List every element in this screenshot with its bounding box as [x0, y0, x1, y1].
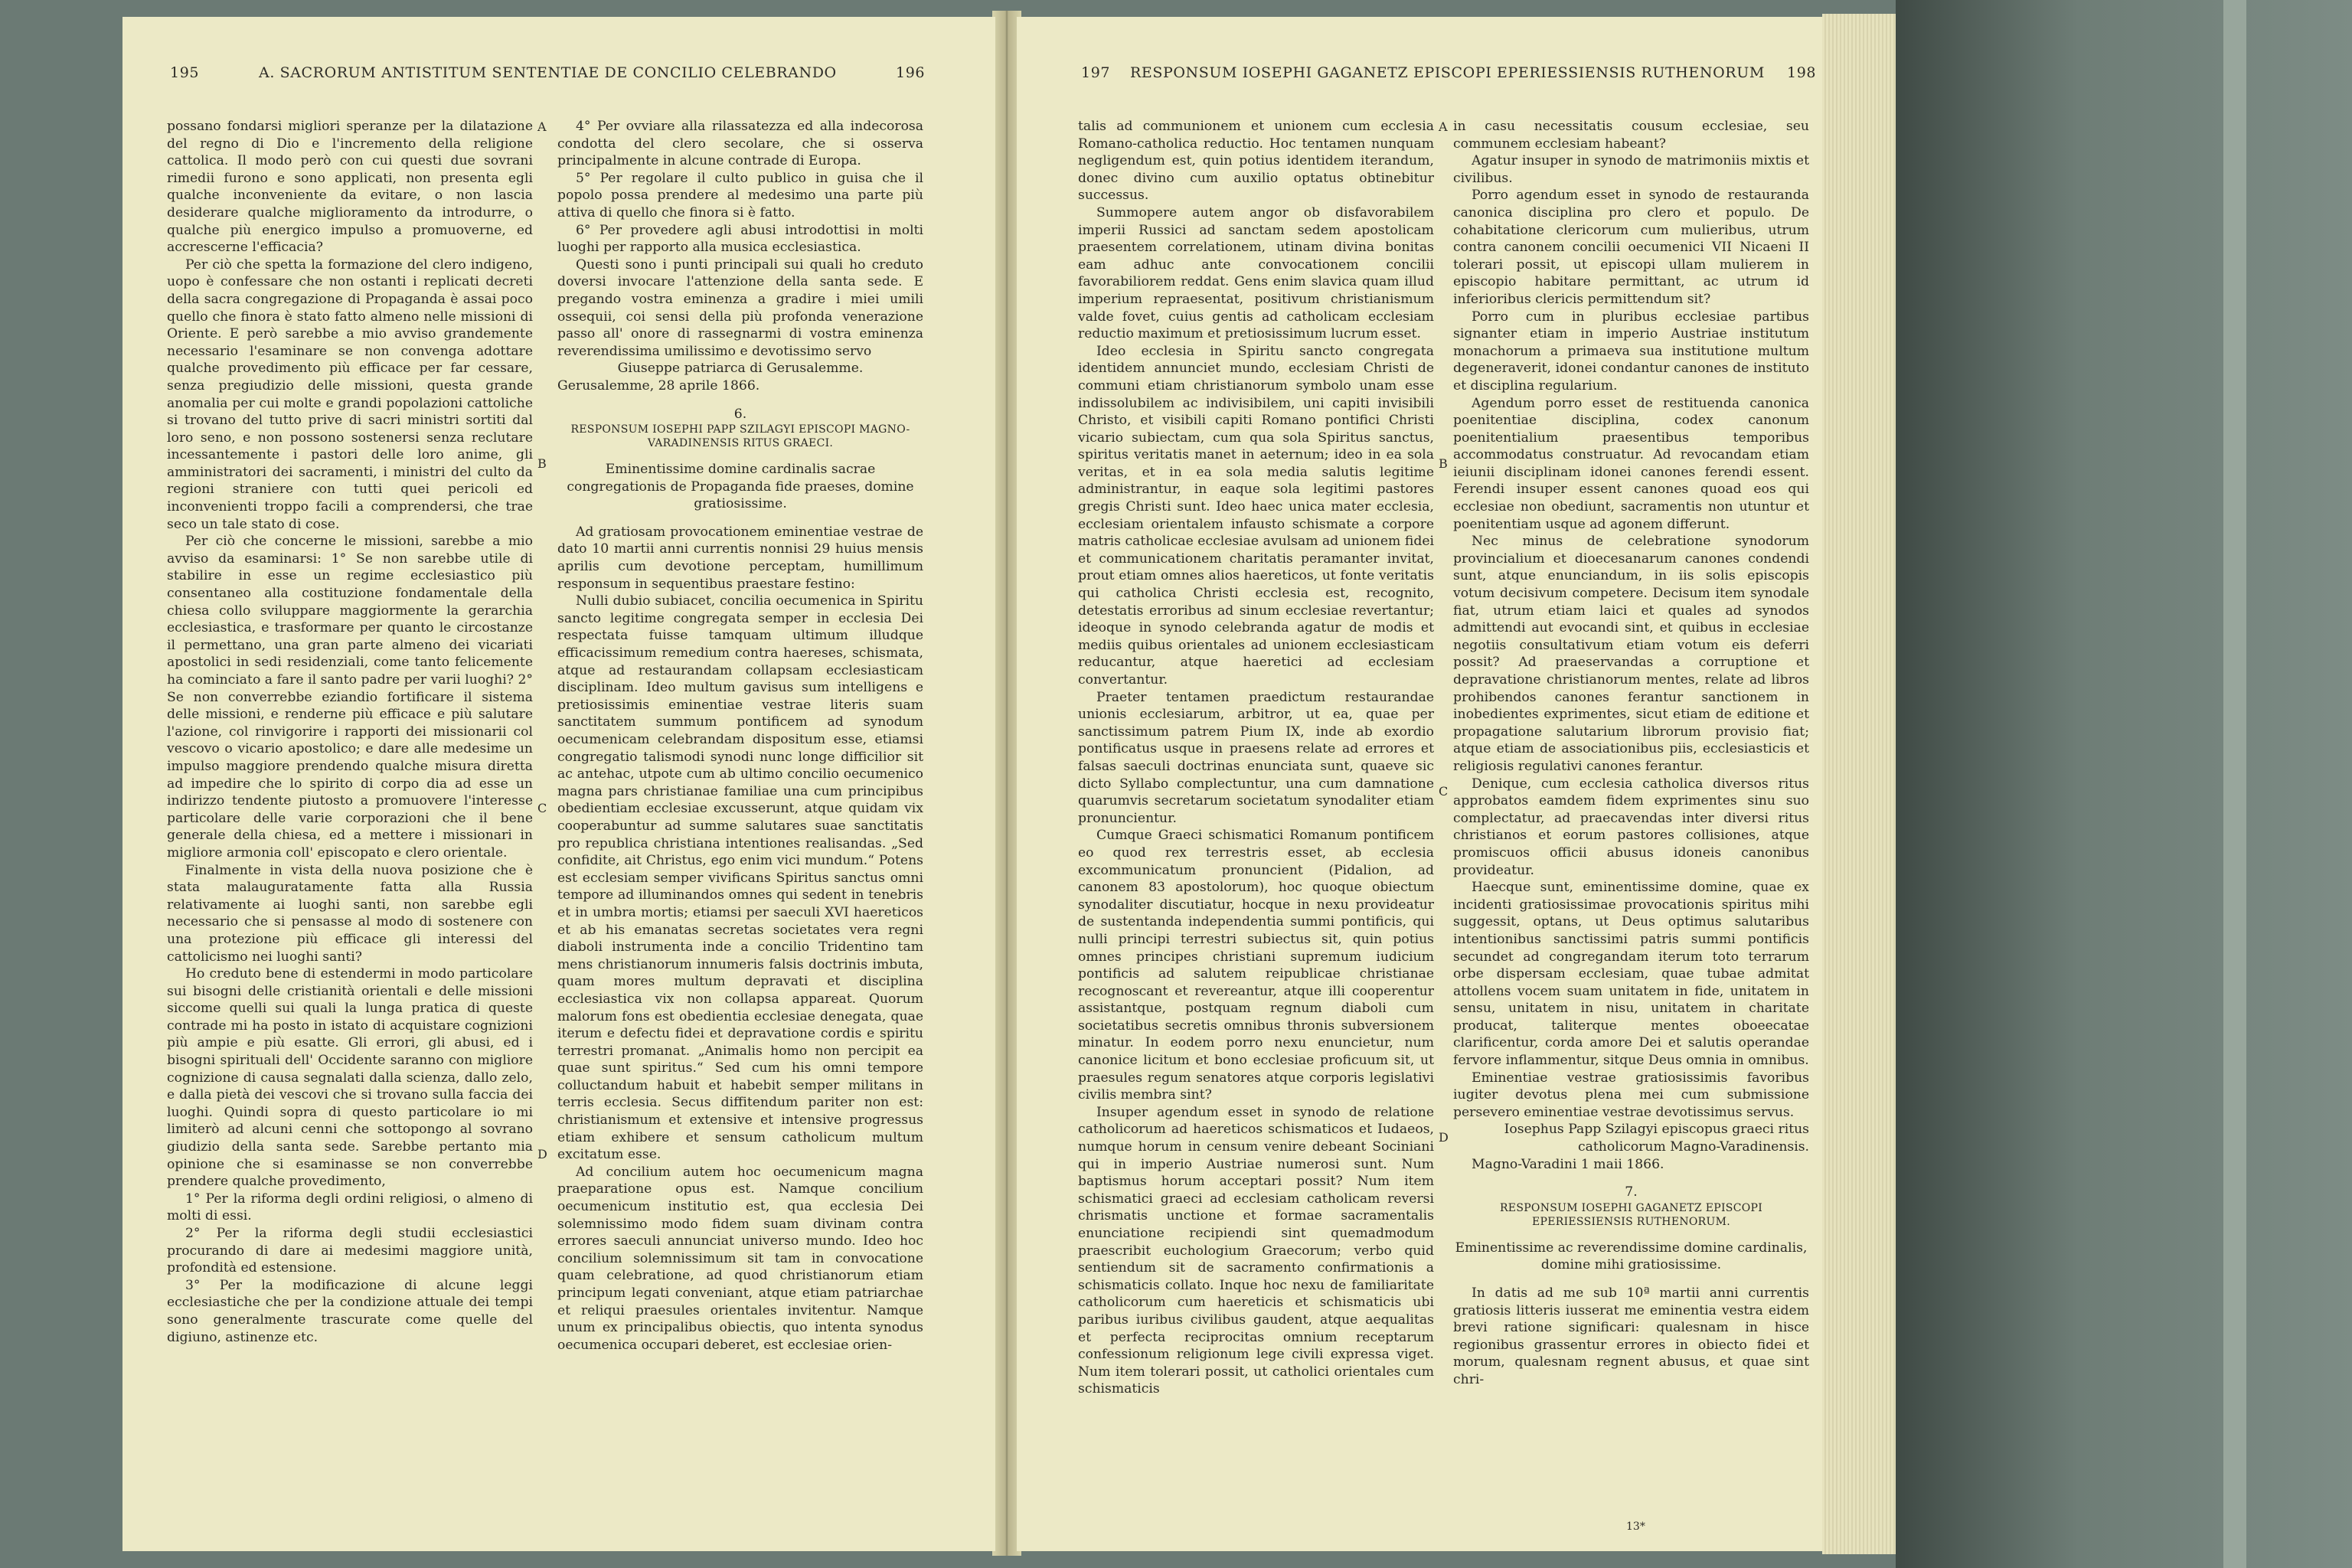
paragraph: Praeter tentamen praedictum restaurandae unionis ecclesiarum, arbitror, ut ea, quae per sanctissimum patrem Pium IX, inde ab exordio pontificatus usque in praesens relate ad errores et falsas saeculi doctrinas enunciata sunt, quaeve sic dicto Syllabo complectuntur, una cum damnatione quarumvis secretarum societatum synodaliter etiam pronuncientur. [1078, 689, 1434, 826]
paragraph: Ad gratiosam provocationem eminentiae vestrae de dato 10 martii anni currentis nonnisi 29 huius mensis aprilis cum devotione perceptam, humillimum responsum in sequentibus praestare festino: [557, 524, 923, 592]
cover-band [2223, 0, 2246, 1568]
page-number: 198 [1787, 64, 1817, 81]
paragraph: In datis ad me sub 10ª martii anni currentis gratiosis litteris iusserat me eminentia vestra eidem brevi ratione significari: qualesnam in hisce regionibus grassentur errores in obiecto fidei et morum, qualesnam regnent abusus, et quae sint chri- [1453, 1285, 1809, 1387]
paragraph: Porro cum in pluribus ecclesiae partibus signanter etiam in imperio Austriae institutum monachorum a primaeva sua institutione multum degeneraverit, idonei condantur canones de instituto et disciplina regularium. [1453, 309, 1809, 394]
book-cover [1896, 0, 2352, 1568]
paragraph: 1° Per la riforma degli ordini religiosi, o almeno di molti di essi. [167, 1191, 533, 1224]
margin-mark-a: A [1439, 119, 1448, 134]
page-edges [1822, 14, 1896, 1554]
margin-mark-a: A [537, 119, 547, 134]
section-heading: RESPONSUM IOSEPHI PAPP SZILAGYI EPISCOPI MAGNO-VARADINENSIS RITUS GRAECI. [570, 423, 910, 450]
paragraph: Haecque sunt, eminentissime domine, quae ex incidenti gratiosissimae provocationis spiritus mihi suggessit, optans, ut Deus optimus salutaribus intentionibus sanctissimi patris summi pontificis secundet ad congregandam iterum toto terrarum orbe dispersam ecclesiam, quae tubae admitat attollens vocem suam unitatem in fide, unitatem in sensu, unitatem in nisu, unitatem in charitate producat, taliterque mentes oboeecatae clarificentur, corda amore Dei et salutis operandae fervore inflammentur, sitque Deus omnia in omnibus. [1453, 880, 1809, 1069]
text-column-left [1078, 118, 1434, 1398]
page-number: 195 [170, 64, 200, 81]
margin-mark-b: B [537, 456, 547, 471]
section-number: 6. [733, 406, 747, 422]
left-page [122, 17, 995, 1551]
paragraph: Insuper agendum esset in synodo de relatione catholicorum ad haereticos schismaticos et Iudaeos, numque horum in censum venire debeant Sociniani qui in imperio Austriae numerosi sunt. Num baptismus horum acceptari possit? Num item schismatici graeci ad ecclesiam catholicam reversi chrismatis unctione et formae sacramentalis enunciatione recipiendi sint quemadmodum praescribit euchologium Graecorum; verbo quid sentiendum sit de sacramento confirmationis a schismaticis collato. Inque hoc nexu de familiaritate catholicorum cum haereticis et schismaticis ubi paribus iuribus civilibus gaudent, atque aequalitas et perfecta reciprocitas omnium receptarum confessionum religionum lege civili expressa viget. Num item tolerari possit, ut catholici orientales cum schismaticis [1078, 1104, 1434, 1397]
paragraph: Eminentiae vestrae gratiosissimis favoribus iugiter devotus plena mei cum submissione persevero eminentiae vestrae devotissimus servus. [1453, 1070, 1809, 1120]
paragraph: 5° Per regolare il culto publico in guisa che il popolo possa prendere al medesimo una parte più attiva di quello che finora si è fatto. [557, 170, 923, 220]
paragraph: Per ciò che concerne le missioni, sarebbe a mio avviso da esaminarsi: 1° Se non sarebbe utile di stabilire in esse un regime ecclesiastico più consentaneo alla costituzione fondamentale della chiesa collo sviluppare maggiormente la gerarchia ecclesiastica, e trasformare per quanto le circostanze il permettano, una gran parte almeno dei vicariati apostolici in sedi residenziali, come tanto felicemente ha cominciato a fare il santo padre per varii luoghi? 2° Se non converrebbe eziandio fortificare il sistema delle missioni, e renderne più efficace e più salutare l'azione, col rinvigorire i rapporti dei missionarii col vescovo o vicario apostolico; e dare alle medesime un impulso maggiore prendendo qualche misura diretta ad impedire che lo spirito di corpo dia ad esse un indirizzo tendente piutosto a promuovere l'interesse particolare delle varie corporazioni che il bene generale della chiesa, ed a mettere i missionari in migliore armonia coll' episcopato e clero orientale. [167, 534, 533, 861]
paragraph: possano fondarsi migliori speranze per la dilatazione del regno di Dio e l'incremento della religione cattolica. Il modo però con cui questi due sovrani rimedii furono e sono applicati, non presenta egli qualche inconveniente da evitare, o non lascia desiderare qualche miglioramento da introdurre, o qualche più energico impulso a promuoverne, ed accrescerne l'efficacia? [167, 119, 533, 256]
paragraph: Cumque Graeci schismatici Romanum pontificem eo quod rex terrestris esset, ab ecclesia excommunicatum pronuncient (Pidalion, ad canonem 83 apostolorum), hoc quoque obiectum synodaliter discutiatur, hocque in nexu provideatur de sustentanda independentia summi pontificis, qui nulli principi terrestri subiectus sit, quin potius omnes principes christiani supremum iudicium pontificis ad salutem reipublicae christianae recognoscant et revereantur, atque illi cooperentur assistantque, postquam regnum diaboli cum societatibus secretis omnibus thronis subversionem minatur. In eodem porro nexu enuncietur, num canonice licitum et bono ecclesiae proficuum sit, ut praesules regum senatores atque corporis legislativi civilis membra sint? [1078, 828, 1434, 1103]
date-line: Magno-Varadini 1 maii 1866. [1472, 1156, 1664, 1172]
paragraph: 4° Per ovviare alla rilassatezza ed alla indecorosa condotta del clero secolare, che si osserva principalmente in alcune contrade di Europa. [557, 119, 923, 169]
paragraph: Denique, cum ecclesia catholica diversos ritus approbatos eamdem fidem exprimentes sinu suo complectatur, ad praecavendas inter diversi ritus christianos et eorum pastores collisiones, atque promiscuos officii abusus idoneis canonibus providеatur. [1453, 776, 1809, 878]
page-number: 196 [896, 64, 926, 81]
signature: Giuseppe patriarca di Gerusalemme. [617, 361, 864, 377]
paragraph: Summopere autem angor ob disfavorabilem imperii Russici ad sanctam sedem apostolicam praesentem correlationem, utinam divina bonitas eam adhuc ante convocationem concilii favorabiliorem reddat. Gens enim slavica quam illud imperium repraesentat, positivum christianismum valde fovet, cuius gentis ad catholicam ecclesiam reductio maximum et pretiosissimum lucrum esset. [1078, 204, 1434, 342]
paragraph: Agendum porro esset de restituenda canonica poenitentiae disciplina, codex canonum poenitentialium praesentibus temporibus accommodatus construatur. Ad revocandam etiam ieiunii disciplinam idonei canones ferendi essent. Ferendi insuper essent canones quoad eos qui ecclesiae non obediunt, sacramentis non utuntur et poenitentiam usque ad agonem differunt. [1453, 395, 1809, 532]
signature: Iosephus Papp Szilagyi episcopus graeci ritus catholicorum Magno-Varadinensis. [1504, 1122, 1809, 1155]
paragraph: Nec minus de celebratione synodorum provincialium et dioecesanarum canones condendi sunt, atque enunciandum, in iis solis episcopis votum decisivum competere. Decisum item synodale fiat, utrum etiam laici et quales ad synodos admittendi aut evocandi sint, et quibus in ecclesiae negotiis consultativum etiam votum eis deferri possit? Ad praeservandas a corruptione et depravatione christianorum mentes, relate ad libros prohibendos canones ferantur sanctionem in inobedientes exprimentes, sicut etiam de editione et propagatione salutarium librorum provisio fiat; atque etiam de associationibus piis, ecclesiasticis et religiosis regulativi canones ferantur. [1453, 534, 1809, 774]
right-page [1017, 17, 1822, 1551]
text-column-left [167, 118, 533, 1346]
section-number: 7. [1625, 1184, 1638, 1200]
salutation: Eminentissime ac reverendissime domine cardinalis, domine mihi gratiosissime. [1455, 1240, 1808, 1273]
paragraph: Porro agendum esset in synodo de restauranda canonica disciplina pro clero et populo. De cohabitatione clericorum cum mulieribus, utrum contra canonem concilii oecumenici VII Nicaeni II tolerari possit, ut episcopi ullam mulierem in episcopio habitare permittant, ac utrum id inferioribus clericis permittendum sit? [1453, 188, 1809, 307]
paragraph: Per ciò che spetta la formazione del clero indigeno, uopo è confessare che non ostanti i replicati decreti della sacra congregazione di Propaganda è assai poco quello che finora è stato fatto almeno nelle missioni di Oriente. E però sarebbe a mio avviso grandemente necessario l'esaminare se non convenga adottare qualche provedimento più efficace per far cessare, senza pregiudizio delle missioni, questa grande anomalia per cui molte e grandi popolazioni cattoliche si trovano del tutto prive di sacri ministri sortiti dal loro seno, e non possono sostenersi senza reclutare incessantemente i pastori delle loro anime, gli amministratori dei sacramenti, i ministri del culto da regioni straniere con tutti quei pericoli ed inconvenienti troppo facili a comprendersi, che trae seco un tale stato di cose. [167, 256, 533, 532]
margin-mark-d: D [537, 1147, 547, 1161]
paragraph: in casu necessitatis cousum ecclesiae, seu communem ecclesiam habeant? [1453, 119, 1809, 152]
text-column-right [1453, 118, 1809, 1389]
paragraph: Questi sono i punti principali sui quali ho creduto doversi invocare l'attenzione della santa sede. E pregando vostra eminenza a gradire i miei umili ossequii, coi sensi della più profonda venerazione passo all' onore di rassegnarmi di vostra eminenza reverendissima umilissimo e devotissimo servo [557, 256, 923, 359]
paragraph: Nulli dubio subiacet, concilia oecumenica in Spiritu sancto legitime congregata semper in ecclesia Dei respectata fuisse tamquam ultimum illudque efficacissimum remedium contra haereses, schismata, atque ad restaurandam collapsam ecclesiasticam disciplinam. Ideo multum gavisus sum intelligens e pretiosissimis eminentiae vestrae literis suam sanctitatem summum pontificem ad synodum oecumenicam celebrandam dispositum esse, etiamsi congregatio talismodi synodi nunc longe difficilior sit ac antehac, utpote cum ab ultimo concilio oecumenico magna pars christianae familiae una cum principibus obedientiam ecclesiae excusserunt, atque quidam vix cooperabuntur ad summe salutares suae sanctitatis pro republica christiana intentiones realisandas. „Sed confidite, ait Christus, ego enim vici mundum.“ Potens est ecclesiam semper vivificans Spiritus sanctus omni tempore ad illuminandos omnes qui sedent in tenebris et in umbra mortis; etiamsi per saeculi XVI haereticos et ab his emanatas secretas societates vera regni diaboli instrumenta inde a concilio Tridentino tam mens christianorum innumeris falsis doctrinis imbuta, quam mores multum depravati et disciplina ecclesiastica vix non collapsa appareat. Quorum malorum fons est obedientia ecclesiae denegata, quae iterum e defectu fidei et depravatione cordis e spiritu terrestri promanat. „Animalis homo non percipit ea quae sunt spiritus.“ Sed cum his omni tempore colluctandum habuit et habebit semper militans in terris ecclesia. Secus diffitendum pariter non est: christianismum et extensive et intensive progressus etiam exhibere et sensum catholicum multum excitatum esse. [557, 593, 923, 1163]
paragraph: 3° Per la modificazione di alcune leggi ecclesiastiche che per la condizione attuale dei tempi sono generalmente trascurate come quelle del digiuno, astinenze etc. [167, 1277, 533, 1345]
section-heading: RESPONSUM IOSEPHI GAGANETZ EPISCOPI EPERIESSIENSIS RUTHENORUM. [1499, 1201, 1763, 1228]
signature-mark: 13* [1626, 1521, 1645, 1533]
paragraph: Ho creduto bene di estendermi in modo particolare sui bisogni delle cristianità orientali e delle missioni siccome quelli sui quali la lunga pratica di queste contrade mi ha posto in istato di acquistare cognizioni più ampie e più esatte. Gli errori, gli abusi, ed i bisogni spirituali dell' Occidente saranno con migliore cognizione di causa segnalati dalla scienza, dallo zelo, e dalla pietà dei vescovi che si trovano sulla faccia dei luoghi. Quindi sopra di questo particolare io mi limiterò ad alcuni cenni che sottopongo al sovrano giudizio della santa sede. Sarebbe pertanto mia opinione che si esaminasse se non converrebbe prendere qualche provedimento, [167, 966, 533, 1190]
running-title: RESPONSUM IOSEPHI GAGANETZ EPISCOPI EPERIESSIENSIS RUTHENORUM [1130, 64, 1765, 81]
date-line: Gerusalemme, 28 aprile 1866. [557, 377, 760, 394]
margin-mark-d: D [1439, 1130, 1449, 1145]
paragraph: Ideo ecclesia in Spiritu sancto congregata identidem annunciet mundo, ecclesiam Christi de communi etiam christianorum symbolo unam esse indissolubilem ac indivisibilem, uni capiti invisibili Christo, et visibili capiti Romano pontifici Christi vicario subiectam, cum qua sola Spiritus sanctus, spiritus veritatis manet in aeternum; ideo in ea sola veritas, et in ea sola media salutis legitime administrantur, in eaque sola legitimi pastores gregis Christi sunt. Ideo haec unica mater ecclesia, ecclesiam orientalem infausto schismate a corpore matris catholicae ecclesiae avulsam ad unionem fidei et communicationem charitatis peramanter invitat, prout etiam omnes alios haereticos, ut fonte veritatis qui catholica Christi ecclesia est, recognito, detestatis erroribus ad sinum ecclesiae revertantur; ideoque in synodo celebranda agatur de modis et mediis quibus orientales ad unionem ecclesiasticam reducantur, atque haeretici ad ecclesiam convertantur. [1078, 343, 1434, 688]
paragraph: Finalmente in vista della nuova posizione che è stata malauguratamente fatta alla Russia relativamente ai luoghi santi, non sarebbe egli necessario che si pensasse al modo di sostenere con una protezione più efficace gli interessi del cattolicismo nei luoghi santi? [167, 862, 533, 965]
paragraph: Agatur insuper in synodo de matrimoniis mixtis et civilibus. [1453, 153, 1809, 186]
running-title: A. SACRORUM ANTISTITUM SENTENTIAE DE CONCILIO CELEBRANDO [259, 64, 837, 81]
paragraph: 6° Per provedere agli abusi introdottisi in molti luoghi per rapporto alla musica ecclesiastica. [557, 222, 923, 256]
paragraph: 2° Per la riforma degli studii ecclesiastici procurando di dare ai medesimi maggiore unità, profondità ed estensione. [167, 1226, 533, 1276]
page-number: 197 [1081, 64, 1111, 81]
margin-mark-c: C [1439, 784, 1449, 799]
text-column-right [557, 118, 923, 1354]
salutation: Eminentissime domine cardinalis sacrae congregationis de Propaganda fide praeses, domine gratiosissime. [567, 462, 914, 512]
margin-mark-b: B [1439, 456, 1448, 471]
paragraph: talis ad communionem et unionem cum ecclesia Romano-catholica reductio. Hoc tentamen nunquam negligendum est, quin potius identidem iterandum, donec divino cum auxilio optatus obtinebitur successus. [1078, 119, 1434, 204]
margin-mark-c: C [537, 801, 547, 815]
paragraph: Ad concilium autem hoc oecumenicum magna praeparatione opus est. Namque concilium oecumenicum institutio est, qua ecclesia Dei solemnissimo modo fidem suam divinam contra errores saeculi annunciat universo mundo. Ideo hoc concilium solemnissimum sit tam in convocatione quam celebratione, ad quod christianorum etiam principum legati conveniant, atque etiam patriarchae et reliqui praesules orientales invitentur. Namque unum ex principalibus obiectis, quo intenta synodus oecumenica occupari deberet, est ecclesiae orien- [557, 1164, 923, 1353]
